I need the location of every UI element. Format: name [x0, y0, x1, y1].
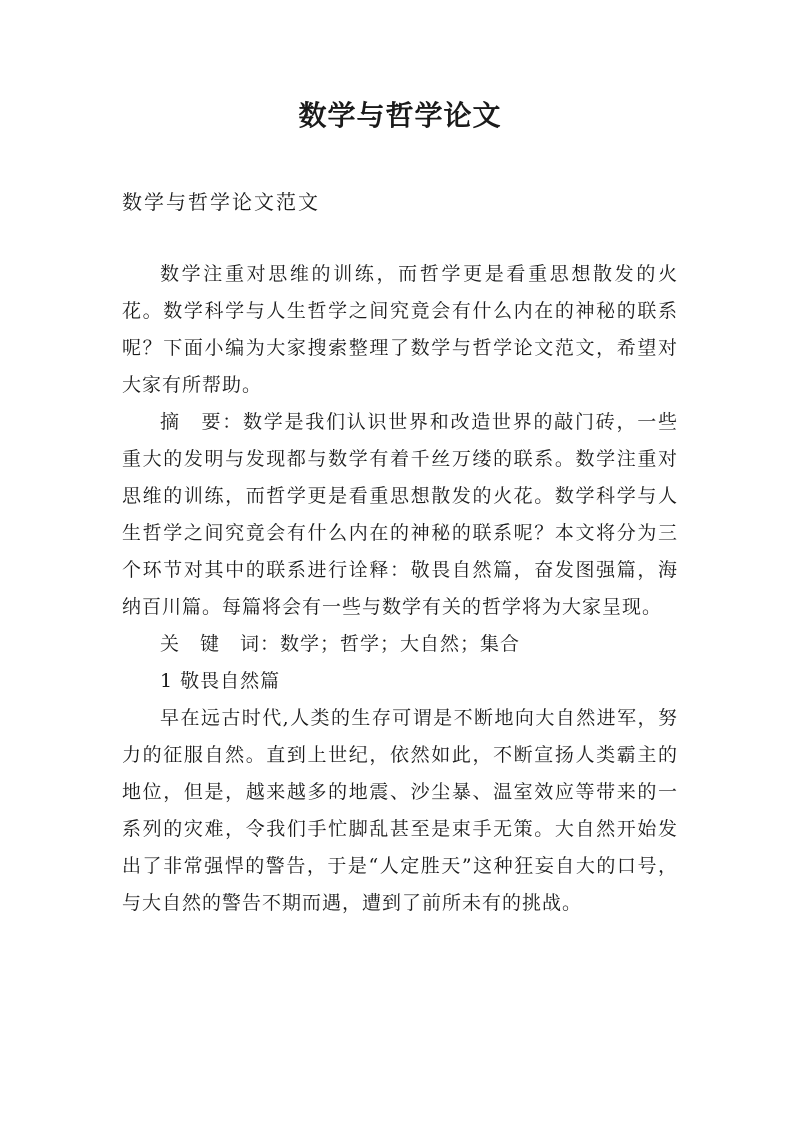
- document-body: [122, 256, 678, 922]
- section-heading: 1 敬畏自然篇: [160, 670, 281, 692]
- intro-paragraph: 数学注重对思维的训练，而哲学更是看重思想散发的火花。数学科学与人生哲学之间究竟会有什么内在的神秘的联系呢？下面小编为大家搜索整理了数学与哲学论文范文，希望对大家有所帮助。: [122, 263, 678, 396]
- document-subtitle: 数学与哲学论文范文: [122, 190, 320, 214]
- keywords-paragraph: 关 键 词：数学；哲学；大自然；集合: [160, 633, 521, 655]
- document-title: 数学与哲学论文: [298, 99, 502, 132]
- section-1-paragraph: 早在远古时代,人类的生存可谓是不断地向大自然进军，努力的征服自然。直到上世纪，依然如此，不断宣扬人类霸主的地位，但是，越来越多的地震、沙尘暴、温室效应等带来的一系列的灾难，令我们手忙脚乱甚至是束手无策。大自然开始发出了非常强悍的警告，于是“人定胜天”这种狂妄自大的口号，与大自然的警告不期而遇，遭到了前所未有的挑战。: [122, 707, 678, 914]
- abstract-paragraph: 摘 要：数学是我们认识世界和改造世界的敲门砖，一些重大的发明与发现都与数学有着千丝万缕的联系。数学注重对思维的训练，而哲学更是看重思想散发的火花。数学科学与人生哲学之间究竟会有什么内在的神秘的联系呢？本文将分为三个环节对其中的联系进行诠释：敬畏自然篇，奋发图强篇，海纳百川篇。每篇将会有一些与数学有关的哲学将为大家呈现。: [122, 411, 678, 618]
